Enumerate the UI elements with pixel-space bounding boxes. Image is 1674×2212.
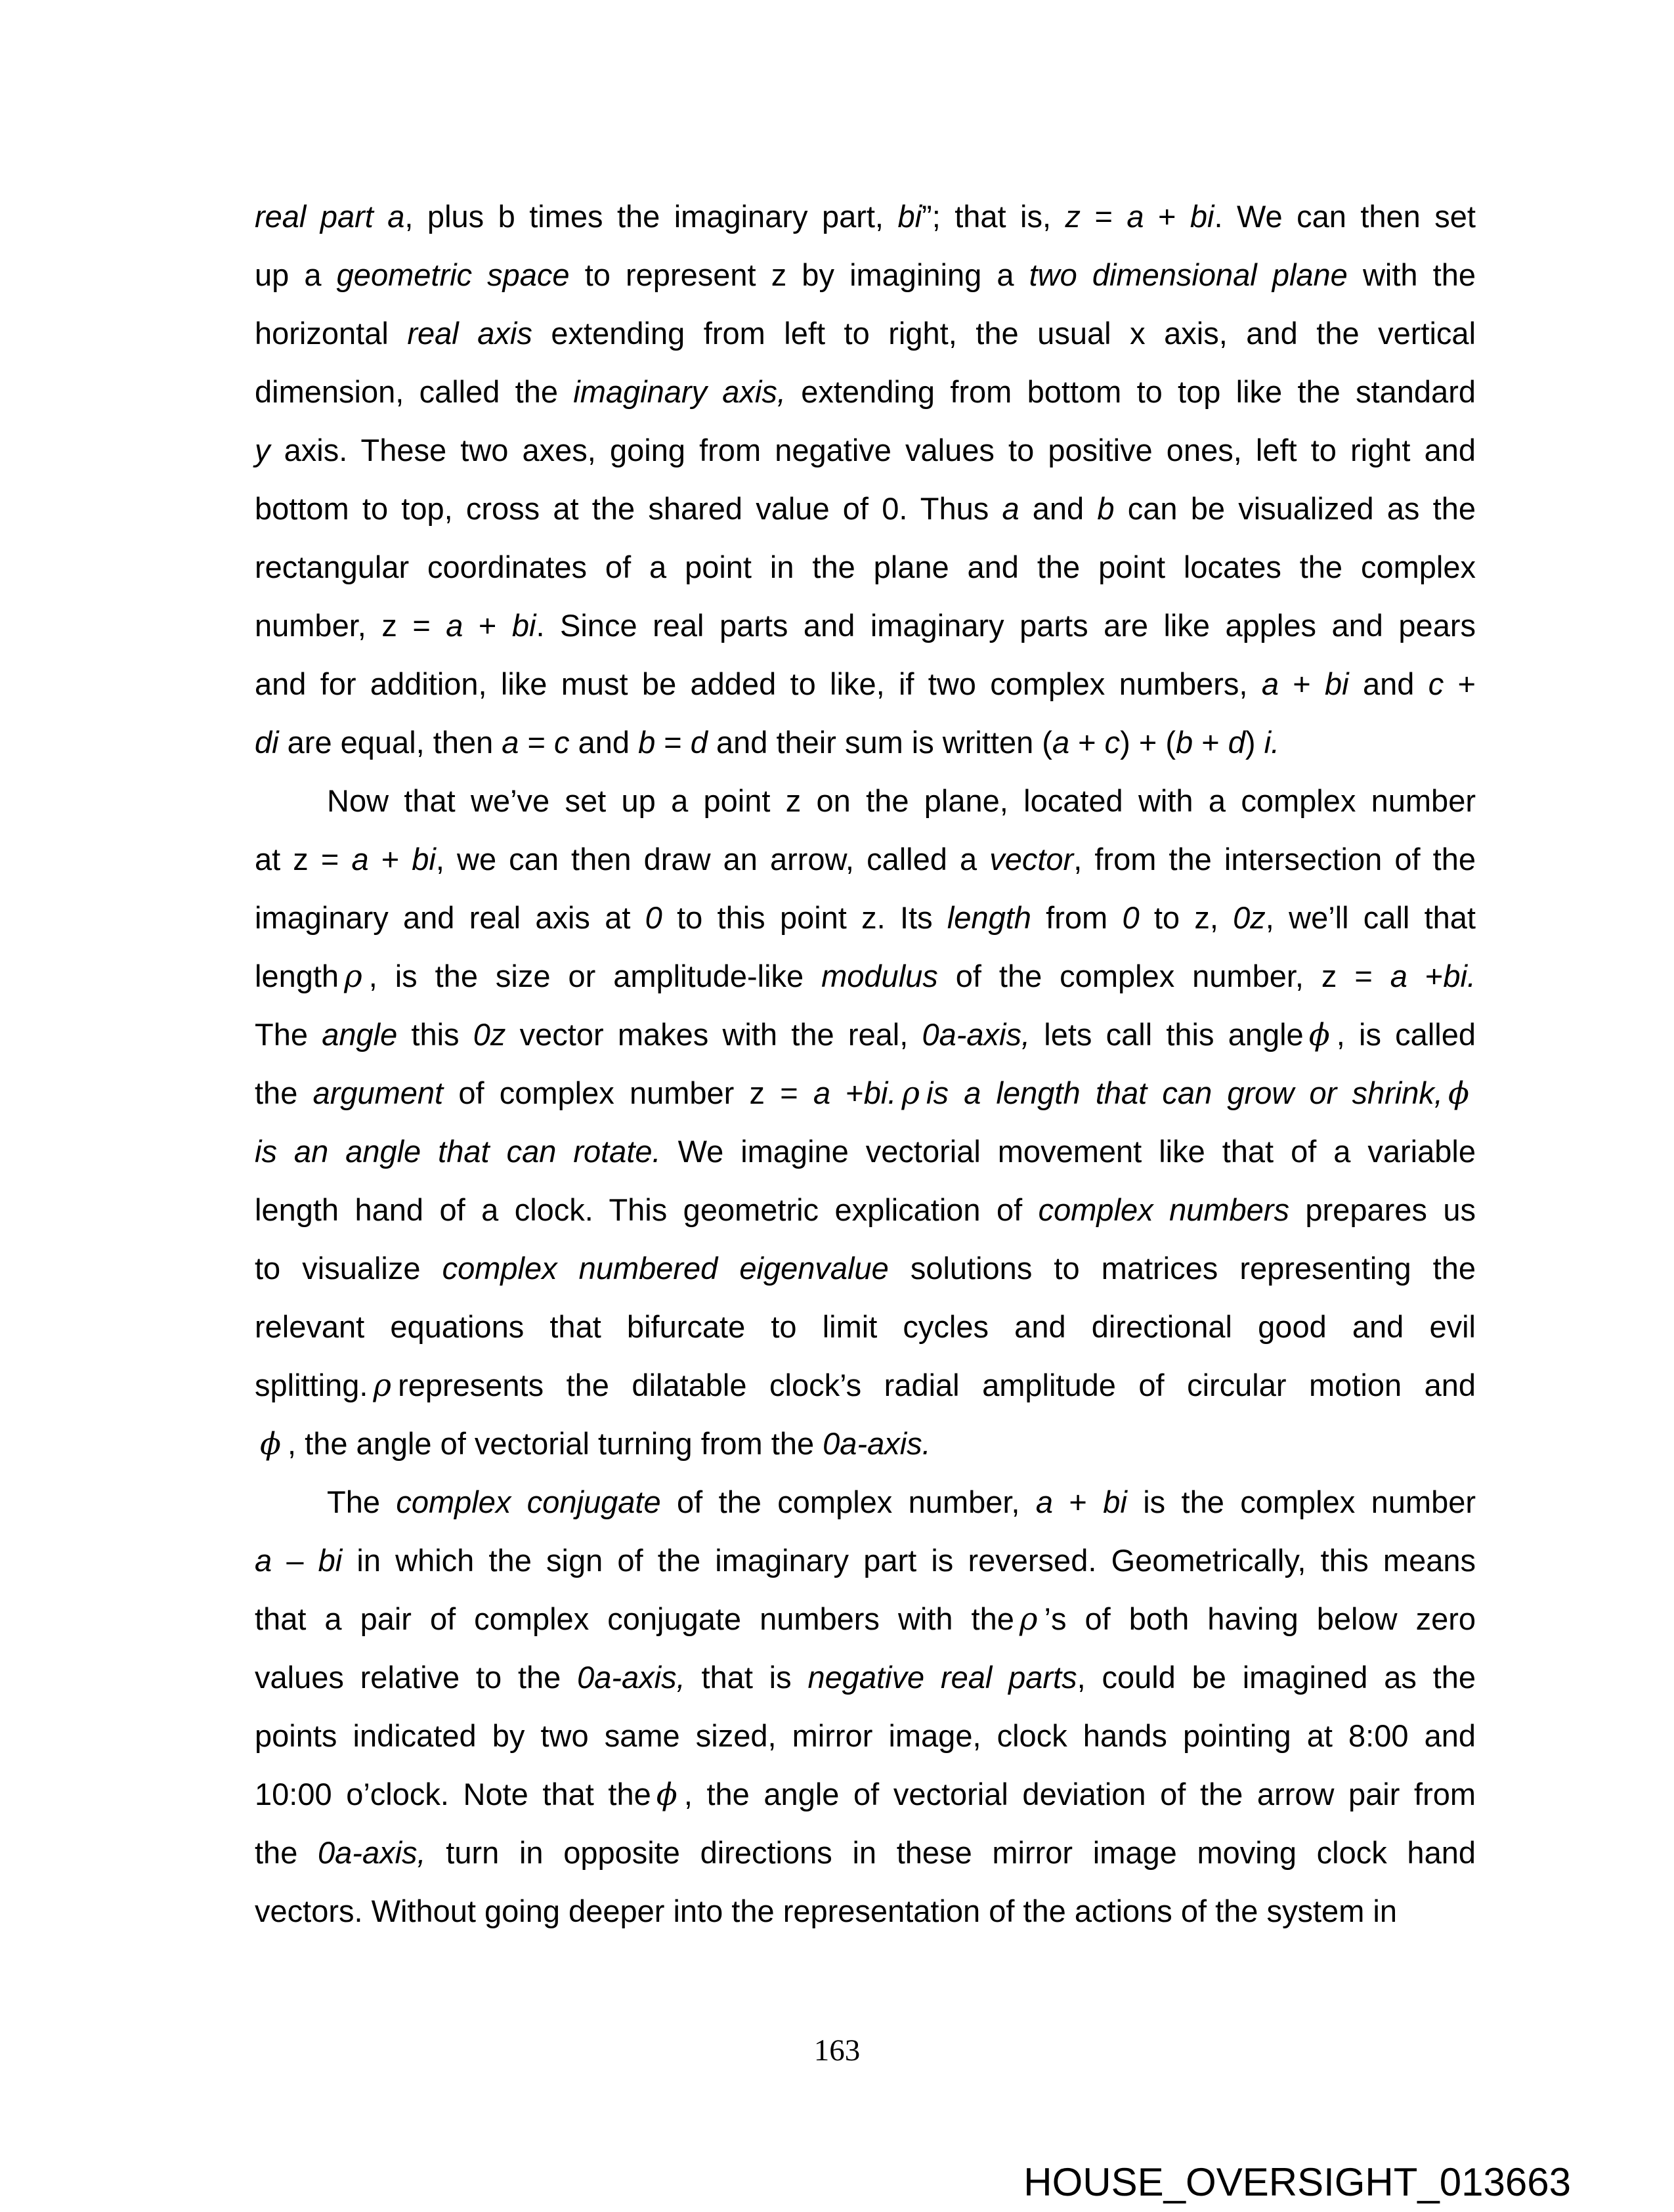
text-segment: geometric space	[336, 257, 570, 292]
text-segment: length	[947, 900, 1031, 935]
text-segment: 0a-axis,	[922, 1017, 1031, 1052]
page-number: 163	[813, 2033, 861, 2068]
text-segment: length	[255, 959, 339, 993]
text-line	[255, 538, 1476, 596]
text-segment: to z,	[1139, 900, 1234, 935]
text-segment: a	[1035, 1485, 1054, 1519]
text-segment: 0a-axis,	[577, 1660, 685, 1695]
text-segment: +	[1444, 666, 1476, 701]
greek-symbol: ρ	[901, 1075, 920, 1112]
text-segment: , from the intersection of the	[1073, 842, 1476, 877]
text-segment: of complex number z =	[443, 1075, 813, 1110]
text-segment: c	[554, 725, 570, 760]
text-segment: 0z	[473, 1017, 506, 1052]
text-segment: , could be imagined as the	[1077, 1660, 1476, 1695]
text-segment: a	[1390, 959, 1407, 993]
text-segment: b	[1097, 491, 1115, 526]
text-segment: bi	[1325, 666, 1349, 701]
text-segment: +	[830, 1075, 864, 1110]
text-segment: to represent z by imagining a	[569, 257, 1029, 292]
text-line	[255, 713, 1476, 771]
text-segment: +	[1053, 1485, 1104, 1519]
text-segment: that is	[685, 1660, 808, 1695]
text-segment: and	[569, 725, 639, 760]
text-line	[255, 1531, 1476, 1590]
text-segment: a	[255, 1543, 272, 1578]
text-segment: can be visualized as the	[1114, 491, 1476, 526]
text-segment: bi	[897, 199, 922, 234]
text-segment: Now that we’ve set up a point z on the plane, located with a complex number	[327, 783, 1476, 818]
text-segment: d	[690, 725, 708, 760]
text-segment: bi	[1190, 199, 1214, 234]
text-segment: and	[1348, 666, 1428, 701]
text-segment: We imagine vectorial movement like that of a variable	[660, 1134, 1476, 1169]
text-segment: +	[1407, 959, 1444, 993]
text-segment: length hand of a clock. This geometric explication of	[255, 1192, 1039, 1227]
greek-symbol: ϕ	[260, 1426, 282, 1462]
text-segment: =	[1081, 199, 1127, 234]
text-segment: imaginary and real axis at	[255, 900, 645, 935]
text-line	[255, 771, 1476, 830]
text-line	[255, 596, 1476, 655]
text-segment: )	[1245, 725, 1264, 760]
text-line	[255, 1414, 1476, 1473]
text-segment: real axis	[407, 316, 532, 351]
text-segment: at z =	[255, 842, 352, 877]
text-segment: =	[655, 725, 691, 760]
text-segment: a	[351, 842, 369, 877]
text-segment: y	[255, 433, 270, 467]
text-segment: are equal, then	[278, 725, 502, 760]
text-segment: di	[255, 725, 279, 760]
text-line	[255, 1181, 1476, 1239]
text-segment: , is the size or amplitude-like	[368, 959, 822, 993]
text-segment: splitting.	[255, 1368, 368, 1402]
greek-symbol: ρ	[1019, 1601, 1038, 1637]
text-segment: to this point z. Its	[662, 900, 947, 935]
text-line	[255, 246, 1476, 304]
text-segment: vectors. Without going deeper into the representation of the actions of the system in	[255, 1894, 1397, 1928]
text-segment: 0a-axis.	[823, 1426, 931, 1461]
text-line	[255, 1765, 1476, 1823]
text-segment: turn in opposite directions in these mirror image moving clock hand	[425, 1835, 1476, 1870]
text-line	[255, 1297, 1476, 1356]
text-segment: a	[1127, 199, 1144, 234]
text-line	[255, 1239, 1476, 1297]
text-segment: the	[255, 1075, 313, 1110]
text-segment: +	[1069, 725, 1105, 760]
text-segment: complex numbers	[1038, 1192, 1289, 1227]
text-segment: prepares us	[1289, 1192, 1476, 1227]
text-segment: +	[1144, 199, 1190, 234]
text-segment: +	[1193, 725, 1228, 760]
text-segment: ) + (	[1120, 725, 1176, 760]
text-segment: , plus b times the imaginary part,	[404, 199, 898, 234]
text-segment: bottom to top, cross at the shared value of 0. Thus	[255, 491, 1002, 526]
text-segment: and for addition, like must be added to like, if two complex numbers,	[255, 666, 1262, 701]
text-segment: of the complex number,	[660, 1485, 1036, 1519]
text-segment: values relative to the	[255, 1660, 578, 1695]
text-segment: dimension, called the	[255, 374, 574, 409]
text-segment: imaginary axis,	[573, 374, 786, 409]
text-line	[255, 187, 1476, 246]
text-segment: bi	[412, 842, 436, 877]
text-line	[255, 888, 1476, 947]
text-segment: +	[368, 842, 412, 877]
text-segment: lets call this angle	[1030, 1017, 1304, 1052]
text-segment: is the complex number	[1127, 1485, 1476, 1519]
text-segment: and	[1019, 491, 1098, 526]
text-segment: with the	[1347, 257, 1476, 292]
text-line	[255, 655, 1476, 713]
text-segment: vector	[989, 842, 1074, 877]
text-segment: solutions to matrices representing the	[888, 1251, 1476, 1286]
text-segment: represents the dilatable clock’s radial amplitude of circular motion and	[398, 1368, 1476, 1402]
text-segment: complex conjugate	[396, 1485, 661, 1519]
text-segment: from	[1031, 900, 1123, 935]
text-line	[255, 421, 1476, 479]
text-segment: negative real parts	[807, 1660, 1077, 1695]
text-segment: is an angle that can rotate.	[255, 1134, 661, 1169]
text-segment: number, z =	[255, 608, 446, 643]
text-segment: ”; that is,	[922, 199, 1065, 234]
text-line	[255, 947, 1476, 1005]
greek-symbol: ϕ	[656, 1777, 677, 1813]
text-segment: =	[519, 725, 555, 760]
text-line	[255, 1590, 1476, 1648]
text-segment: the	[255, 1835, 318, 1870]
text-segment: and their sum is written (	[707, 725, 1052, 760]
text-line	[255, 1005, 1476, 1064]
text-segment: 10:00 o’clock. Note that the	[255, 1777, 651, 1811]
text-segment: 0z	[1233, 900, 1266, 935]
text-line	[255, 1064, 1476, 1122]
page-text	[255, 187, 1476, 1940]
text-segment: 0	[645, 900, 662, 935]
text-line	[255, 1882, 1476, 1940]
text-segment: +	[1278, 666, 1325, 701]
text-segment: extending from left to right, the usual x axis, and the vertical	[532, 316, 1476, 351]
text-segment: of the complex number, z =	[937, 959, 1390, 993]
greek-symbol: ρ	[344, 959, 362, 995]
text-line	[255, 1648, 1476, 1706]
text-line	[255, 1356, 1476, 1414]
text-segment: real part a	[255, 199, 405, 234]
text-segment: modulus	[821, 959, 938, 993]
text-segment: –	[272, 1543, 318, 1578]
text-segment: +	[463, 608, 512, 643]
text-segment: , the angle of vectorial turning from the	[288, 1426, 823, 1461]
text-line	[255, 1122, 1476, 1181]
text-segment: rectangular coordinates of a point in the plane and the point locates the complex	[255, 550, 1476, 584]
text-line	[255, 304, 1476, 362]
text-segment: bi.	[863, 1075, 897, 1110]
text-segment: b	[638, 725, 656, 760]
text-segment: c	[1104, 725, 1121, 760]
text-segment: vector makes with the real,	[505, 1017, 922, 1052]
text-segment: relevant equations that bifurcate to limit cycles and directional good and evil	[255, 1309, 1476, 1344]
text-segment: d	[1228, 725, 1245, 760]
greek-symbol: ϕ	[1448, 1075, 1469, 1112]
text-segment: to visualize	[255, 1251, 442, 1286]
text-segment: a	[1261, 666, 1279, 701]
text-segment: , we’ll call that	[1265, 900, 1476, 935]
greek-symbol: ϕ	[1308, 1017, 1330, 1053]
text-segment: bi	[511, 608, 536, 643]
text-segment: z	[1065, 199, 1081, 234]
text-segment: 0a-axis,	[318, 1835, 426, 1870]
text-line	[255, 1823, 1476, 1882]
text-segment: bi	[318, 1543, 343, 1578]
text-segment: a	[813, 1075, 831, 1110]
text-segment: up a	[255, 257, 337, 292]
text-segment: horizontal	[255, 316, 408, 351]
greek-symbol: ρ	[373, 1368, 392, 1404]
text-segment: b	[1176, 725, 1193, 760]
text-segment: a	[1052, 725, 1070, 760]
text-segment: angle	[322, 1017, 398, 1052]
text-segment: argument	[312, 1075, 444, 1110]
text-segment: c	[1428, 666, 1444, 701]
text-segment: bi	[1103, 1485, 1127, 1519]
text-segment: this	[397, 1017, 473, 1052]
text-segment: extending from bottom to top like the standard	[785, 374, 1476, 409]
text-segment: that a pair of complex conjugate numbers with the	[255, 1601, 1014, 1636]
text-segment: The	[327, 1485, 397, 1519]
text-segment: is a length that can grow or shrink,	[926, 1075, 1443, 1110]
text-segment: a	[502, 725, 519, 760]
text-line	[255, 362, 1476, 421]
text-segment: , is called	[1336, 1017, 1476, 1052]
text-segment: ’s of both having below zero	[1044, 1601, 1476, 1636]
text-segment: a	[446, 608, 463, 643]
text-line	[255, 1706, 1476, 1765]
text-segment: , the angle of vectorial deviation of the arrow pair from	[683, 1777, 1476, 1811]
text-segment: . Since real parts and imaginary parts are like apples and pears	[536, 608, 1476, 643]
text-segment: a	[1002, 491, 1019, 526]
text-segment: points indicated by two same sized, mirror image, clock hands pointing at 8:00 and	[255, 1718, 1476, 1753]
text-segment: bi.	[1443, 959, 1476, 993]
bates-number: HOUSE_OVERSIGHT_013663	[1023, 2160, 1571, 2204]
text-line	[255, 830, 1476, 888]
text-segment: two dimensional plane	[1029, 257, 1348, 292]
text-line	[255, 479, 1476, 538]
text-segment: The	[255, 1017, 322, 1052]
text-segment: 0	[1122, 900, 1140, 935]
text-segment: complex numbered eigenvalue	[442, 1251, 889, 1286]
text-line	[255, 1473, 1476, 1531]
text-segment: in which the sign of the imaginary part is reversed. Geometrically, this means	[342, 1543, 1476, 1578]
text-segment: axis. These two axes, going from negative values to positive ones, left to right and	[270, 433, 1476, 467]
text-segment: . We can then set	[1214, 199, 1476, 234]
text-segment: i.	[1264, 725, 1280, 760]
text-segment: , we can then draw an arrow, called a	[435, 842, 990, 877]
